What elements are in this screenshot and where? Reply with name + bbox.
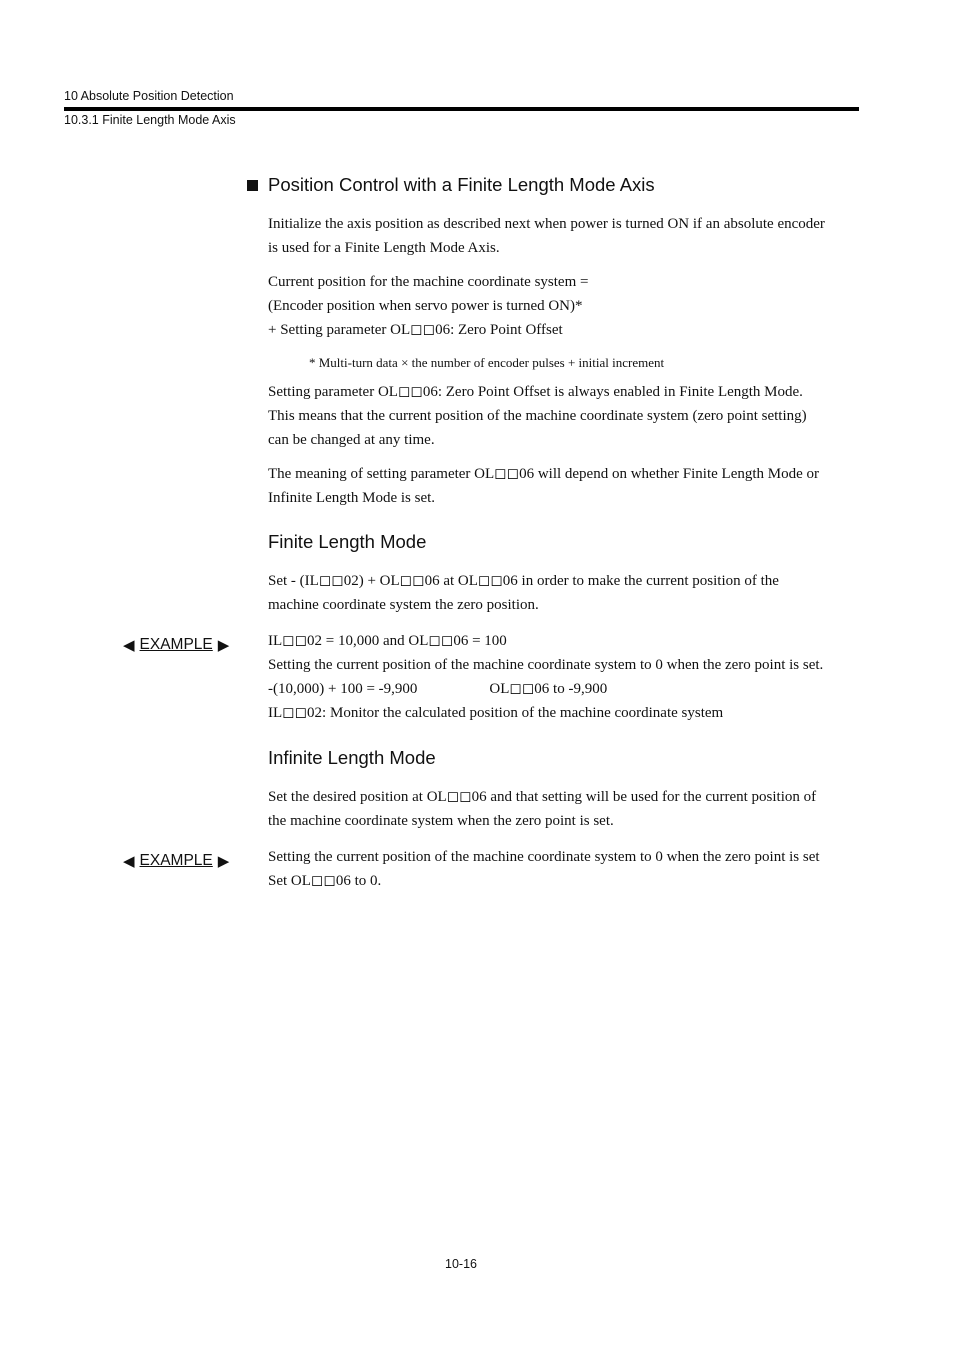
infinite-heading: Infinite Length Mode bbox=[268, 747, 436, 768]
text-line: IL◻◻02: Monitor the calculated position of the machine coordinate system bbox=[268, 705, 724, 721]
square-bullet-icon bbox=[247, 180, 258, 191]
calc-setting: OL◻◻06 to -9,900 bbox=[489, 681, 608, 697]
text-line: Set OL◻◻06 to 0. bbox=[268, 873, 382, 889]
triangle-left-icon: ◀ bbox=[123, 852, 135, 870]
text-line: the machine coordinate system when the zero point is set. bbox=[268, 813, 614, 829]
text-line: Initialize the axis position as described next when power is turned ON if an absolute encoder bbox=[268, 216, 825, 232]
text-line: Setting the current position of the machine coordinate system to 0 when the zero point is set. bbox=[268, 657, 824, 673]
example-label: EXAMPLE bbox=[139, 852, 213, 869]
text-line: machine coordinate system the zero position. bbox=[268, 597, 539, 613]
example-label: EXAMPLE bbox=[139, 636, 213, 653]
finite-example bbox=[268, 629, 863, 725]
section-heading bbox=[247, 174, 655, 196]
text-line: Current position for the machine coordinate system = bbox=[268, 274, 589, 290]
text-line: is used for a Finite Length Mode Axis. bbox=[268, 240, 500, 256]
header-rule bbox=[64, 107, 859, 111]
triangle-right-icon: ▶ bbox=[217, 636, 230, 654]
triangle-right-icon: ▶ bbox=[217, 852, 230, 870]
section-title: Position Control with a Finite Length Mode Axis bbox=[268, 174, 655, 195]
infinite-paragraph bbox=[268, 785, 863, 833]
triangle-left-icon: ◀ bbox=[123, 636, 135, 654]
text-line: Set - (IL◻◻02) + OL◻◻06 at OL◻◻06 in order to make the current position of the bbox=[268, 573, 779, 589]
text-line: Infinite Length Mode is set. bbox=[268, 490, 436, 506]
text-line: Set the desired position at OL◻◻06 and that setting will be used for the current position of bbox=[268, 789, 817, 805]
footnote-text: * Multi-turn data × the number of encoder pulses + initial increment bbox=[309, 355, 665, 370]
text-line: + Setting parameter OL◻◻06: Zero Point Offset bbox=[268, 322, 563, 338]
finite-heading: Finite Length Mode bbox=[268, 531, 427, 552]
page-number: 10-16 bbox=[445, 1257, 477, 1271]
example-marker-finite bbox=[123, 636, 229, 654]
intro-paragraph bbox=[268, 212, 863, 260]
formula-paragraph bbox=[268, 270, 863, 342]
infinite-example bbox=[268, 845, 863, 893]
text-line: The meaning of setting parameter OL◻◻06 will depend on whether Finite Length Mode or bbox=[268, 466, 820, 482]
text-line: (Encoder position when servo power is turned ON)* bbox=[268, 298, 583, 314]
finite-paragraph bbox=[268, 569, 863, 617]
text-line: Setting the current position of the machine coordinate system to 0 when the zero point is set bbox=[268, 849, 820, 865]
text-line: This means that the current position of the machine coordinate system (zero point setting) bbox=[268, 408, 807, 424]
meaning-paragraph bbox=[268, 462, 863, 510]
header-section: 10.3.1 Finite Length Mode Axis bbox=[64, 113, 236, 127]
header-chapter: 10 Absolute Position Detection bbox=[64, 89, 234, 103]
enabled-paragraph bbox=[268, 380, 863, 452]
text-line: can be changed at any time. bbox=[268, 432, 435, 448]
footnote bbox=[309, 354, 904, 372]
example-marker-infinite bbox=[123, 852, 229, 870]
text-line bbox=[268, 677, 863, 701]
text-line: IL◻◻02 = 10,000 and OL◻◻06 = 100 bbox=[268, 633, 507, 649]
text-line: Setting parameter OL◻◻06: Zero Point Offset is always enabled in Finite Length Mode. bbox=[268, 384, 803, 400]
calc-result: -(10,000) + 100 = -9,900 bbox=[268, 681, 418, 697]
